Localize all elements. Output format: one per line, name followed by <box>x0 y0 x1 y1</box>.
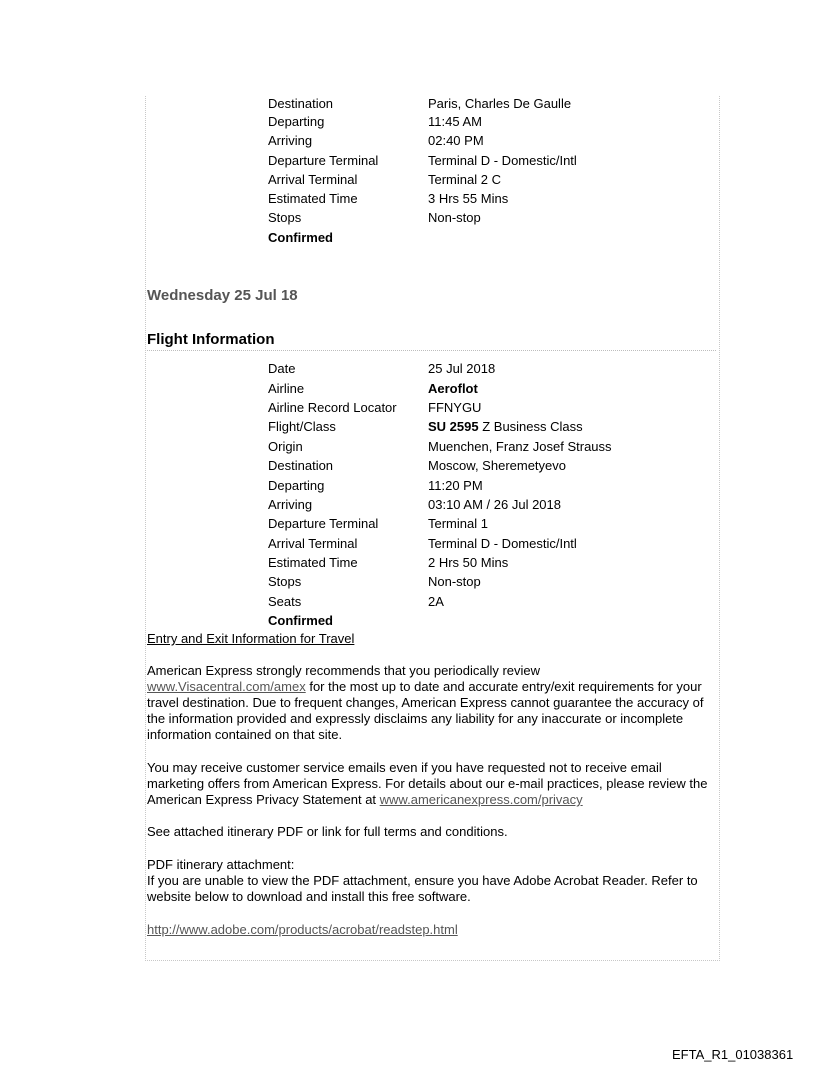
entry-exit-link[interactable]: Entry and Exit Information for Travel <box>147 631 355 646</box>
day-heading: Wednesday 25 Jul 18 <box>147 287 298 304</box>
section-divider <box>147 350 716 351</box>
pdf-text: If you are unable to view the PDF attachment, ensure you have Adobe Acrobat Reader. Refer to website below to download and install this free software. <box>147 873 698 904</box>
flight2-class-value <box>428 417 583 436</box>
pdf-heading: PDF itinerary attachment: <box>147 857 295 872</box>
marketing-text: You may receive customer service emails even if you have requested not to receive email marketing offers from American Express. For details about our e-mail practices, please review the American Express Privacy Statement at <box>147 760 708 807</box>
pdf-paragraph <box>147 857 719 905</box>
marketing-paragraph <box>147 760 719 808</box>
visacentral-link[interactable]: www.Visacentral.com/amex <box>147 679 306 694</box>
document-id: EFTA_R1_01038361 <box>672 1047 794 1062</box>
adobe-paragraph <box>147 922 719 938</box>
visa-intro: American Express strongly recommends that you periodically review <box>147 663 541 678</box>
section-title: Flight Information <box>147 331 275 348</box>
terms-paragraph: See attached itinerary PDF or link for full terms and conditions. <box>147 824 508 839</box>
visa-paragraph <box>147 663 719 743</box>
visa-text: for the most up to date and accurate entry/exit requirements for your travel destination. Due to frequent changes, American Express cannot guarantee the accuracy of the information provided and expressly disclaims any liability for any inaccurate or incomplete information contained on that site. <box>147 679 704 742</box>
flight-number: SU 2595 <box>428 419 479 434</box>
privacy-link[interactable]: www.americanexpress.com/privacy <box>379 792 583 807</box>
class-name: Z Business Class <box>482 419 583 434</box>
adobe-link[interactable]: http://www.adobe.com/products/acrobat/readstep.html <box>147 922 458 937</box>
